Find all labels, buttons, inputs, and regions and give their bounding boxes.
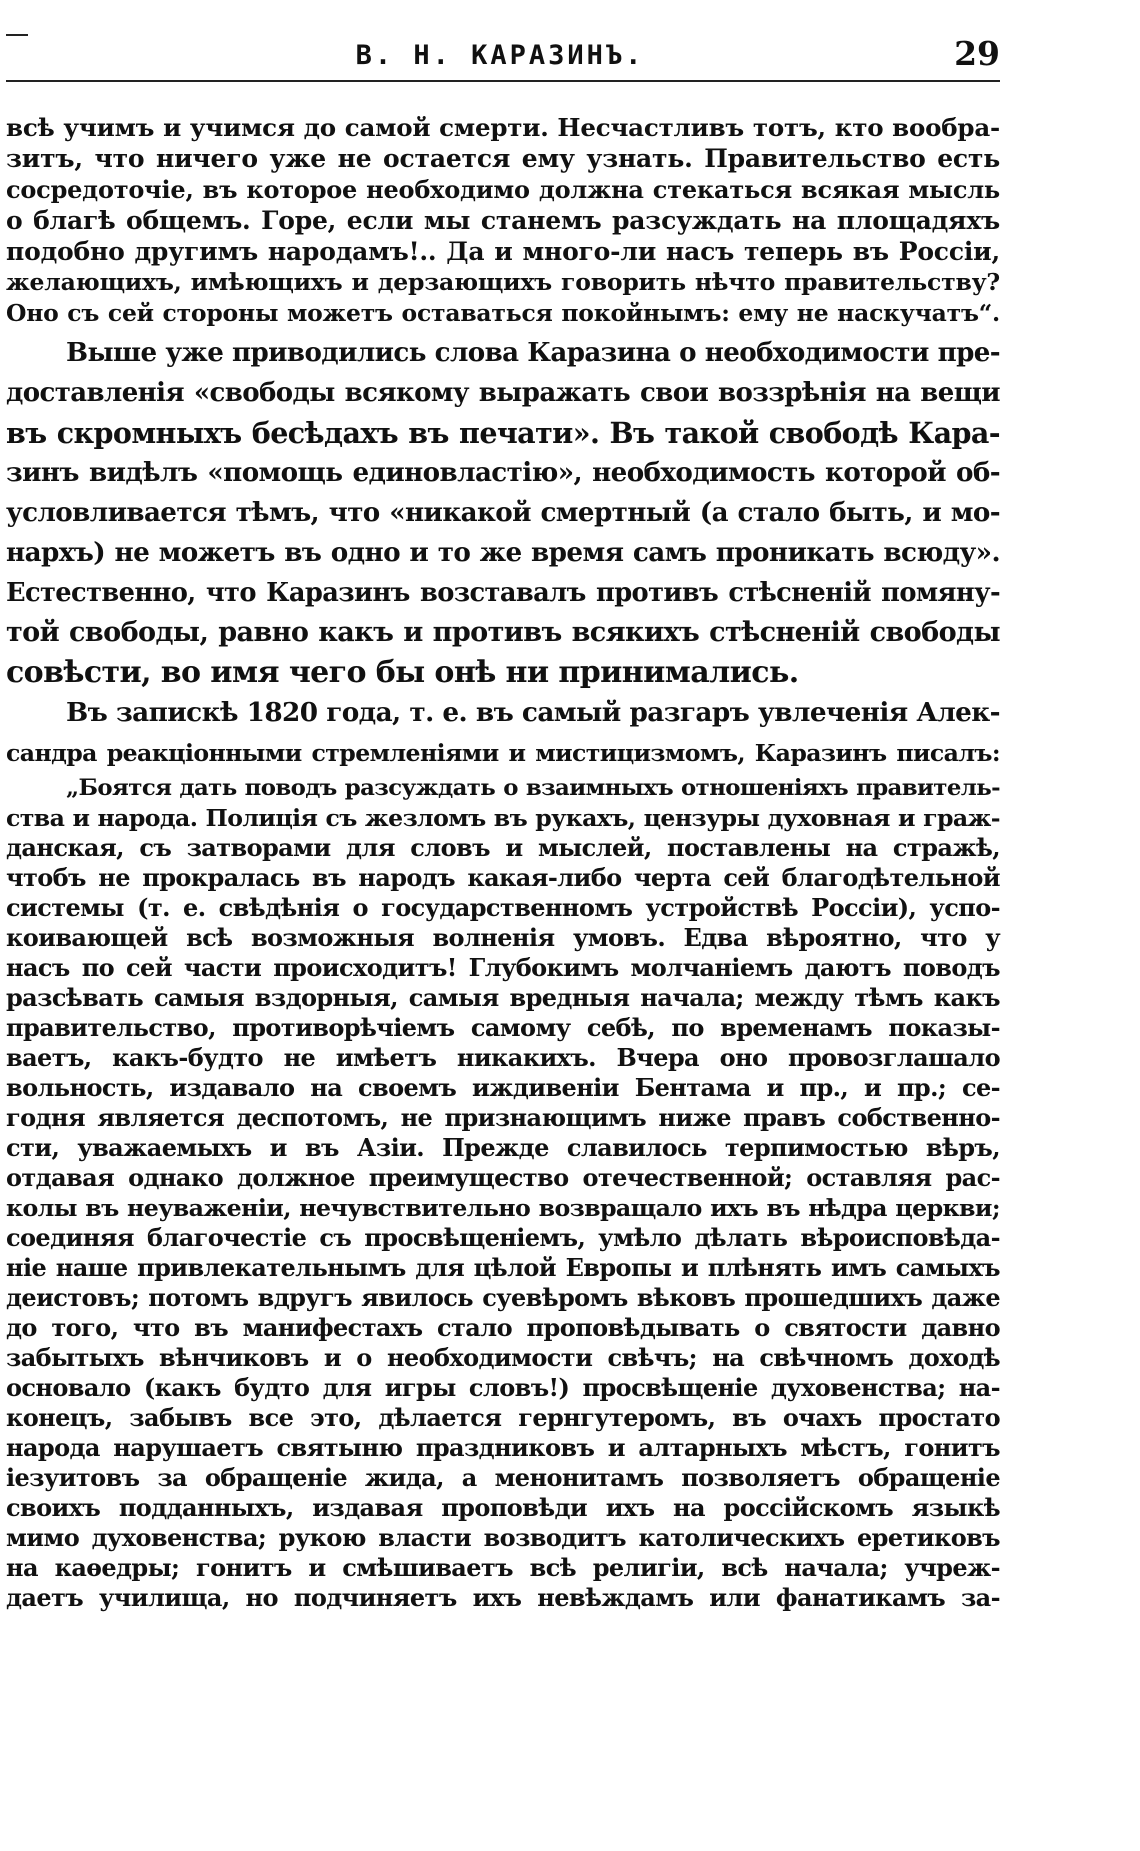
text-line: совѣсти, во имя чего бы онѣ ни принимались. (6, 655, 799, 690)
header-rule (6, 80, 1000, 82)
text-line: зинъ видѣлъ «помощь единовластію», необходимость которой об- (6, 457, 1000, 488)
text-line: той свободы, равно какъ и противъ всякихъ стѣсненій свободы (6, 617, 1000, 648)
text-line: вольность, издавало на своемъ иждивеніи Бентама и пр., и пр.; се- (6, 1073, 1000, 1102)
text-line: основало (какъ будто для игры словъ!) просвѣщеніе духовенства; на- (6, 1373, 1000, 1402)
text-line: системы (т. е. свѣдѣнія о государственномъ устройствѣ Россіи), успо- (6, 893, 1000, 922)
text-line: соединяя благочестіе съ просвѣщеніемъ, умѣло дѣлать вѣроисповѣда- (6, 1223, 1000, 1252)
text-line: ваетъ, какъ-будто не имѣетъ никакихъ. Вчера оно провозглашало (6, 1043, 1000, 1072)
text-line: нархъ) не можетъ въ одно и то же время самъ проникать всюду». (6, 537, 1000, 568)
text-line: Выше уже приводились слова Каразина о необходимости пре- (66, 337, 1000, 368)
text-line: іезуитовъ за обращеніе жида, а менонитамъ позволяетъ обращеніе (6, 1463, 1000, 1492)
text-line: Оно съ сей стороны можетъ оставаться покойнымъ: ему не наскучатъ“. (6, 299, 1000, 327)
text-line: колы въ неуваженіи, нечувствительно возвращало ихъ въ нѣдра церкви; (6, 1194, 1000, 1222)
text-line: народа нарушаетъ святыню праздниковъ и алтарныхъ мѣстъ, гонитъ (6, 1433, 1000, 1462)
text-line: разсѣвать самыя вздорныя, самыя вредныя начала; между тѣмъ какъ (6, 983, 1000, 1012)
text-line: годня является деспотомъ, не признающимъ ниже правъ собственно- (6, 1103, 1000, 1132)
page-header (0, 30, 1000, 80)
text-line: зитъ, что ничего уже не остается ему узнать. Правительство есть (6, 144, 1000, 173)
text-line: подобно другимъ народамъ!.. Да и много-ли насъ теперь въ Россіи, (6, 237, 1000, 266)
text-line: даетъ училища, но подчиняетъ ихъ невѣждамъ или фанатикамъ за- (6, 1583, 1000, 1612)
text-line: ства и народа. Полиція съ жезломъ въ рукахъ, цензуры духовная и граж- (6, 804, 1000, 832)
text-line: чтобъ не прокралась въ народъ какая-либо черта сей благодѣтельной (6, 863, 1000, 892)
text-line: доставленія «свободы всякому выражать свои воззрѣнія на вещи (6, 378, 1000, 408)
text-line: въ скромныхъ бесѣдахъ въ печати». Въ такой свободѣ Кара- (6, 416, 1000, 450)
body-text (6, 112, 1000, 1613)
text-line: Естественно, что Каразинъ возставалъ противъ стѣсненій помяну- (6, 578, 1000, 608)
text-line: отдавая однако должное преимущество отечественной; оставляя рас- (6, 1163, 1000, 1192)
text-line: до того, что въ манифестахъ стало проповѣдывать о святости давно (6, 1313, 1000, 1342)
text-line: насъ по сей части происходитъ! Глубокимъ молчаніемъ даютъ поводъ (6, 953, 1000, 982)
text-line: правительство, противорѣчіемъ самому себѣ, по временамъ показы- (6, 1013, 1000, 1042)
text-line: сти, уважаемыхъ и въ Азіи. Прежде славилось терпимостью вѣръ, (6, 1133, 1000, 1162)
text-line: коивающей всѣ возможныя волненія умовъ. Едва вѣроятно, что у (6, 923, 1000, 952)
text-line: ніе наше привлекательнымъ для цѣлой Европы и плѣнять имъ самыхъ (6, 1253, 1000, 1282)
running-head: В. Н. КАРАЗИНЪ. (355, 40, 645, 71)
text-line: о благѣ общемъ. Горе, если мы станемъ разсуждать на площадяхъ (6, 206, 1000, 235)
page-number: 29 (954, 34, 1000, 73)
text-line: своихъ подданныхъ, издавая проповѣди ихъ на россійскомъ языкѣ (6, 1493, 1000, 1522)
text-line: на каѳедры; гонитъ и смѣшиваетъ всѣ религіи, всѣ начала; учреж- (6, 1553, 1000, 1582)
text-line: сосредоточіе, въ которое необходимо должна стекаться всякая мысль (6, 175, 1000, 204)
text-line: конецъ, забывъ все это, дѣлается гернгутеромъ, въ очахъ простато (6, 1403, 1000, 1432)
text-line: всѣ учимъ и учимся до самой смерти. Несчастливъ тотъ, кто вообра- (6, 113, 1000, 142)
paragraph-quotation (6, 773, 1000, 1613)
text-line: Въ запискѣ 1820 года, т. е. въ самый разгаръ увлеченія Алек- (66, 697, 1000, 728)
text-line: сандра реакціонными стремленіями и мистицизмомъ, Каразинъ писалъ: (6, 739, 1000, 767)
text-line: мимо духовенства; рукою власти возводитъ католическихъ еретиковъ (6, 1523, 1000, 1552)
text-line: „Боятся дать поводъ разсуждать о взаимныхъ отношеніяхъ правитель- (66, 775, 1000, 801)
text-line: условливается тѣмъ, что «никакой смертный (а стало быть, и мо- (6, 497, 1000, 528)
paragraph-1820-note (6, 693, 1000, 773)
text-line: забытыхъ вѣнчиковъ и о необходимости свѣчъ; на свѣчномъ доходѣ (6, 1343, 1000, 1372)
text-line: данская, съ затворами для словъ и мыслей, поставлены на стражѣ, (6, 833, 1000, 862)
text-line: деистовъ; потомъ вдругъ явилось суевѣромъ вѣковъ прошедшихъ даже (6, 1283, 1000, 1312)
paragraph-freedom (6, 333, 1000, 693)
paragraph-quote-ending (6, 112, 1000, 329)
text-line: желающихъ, имѣющихъ и дерзающихъ говорить нѣчто правительству? (6, 268, 1000, 296)
